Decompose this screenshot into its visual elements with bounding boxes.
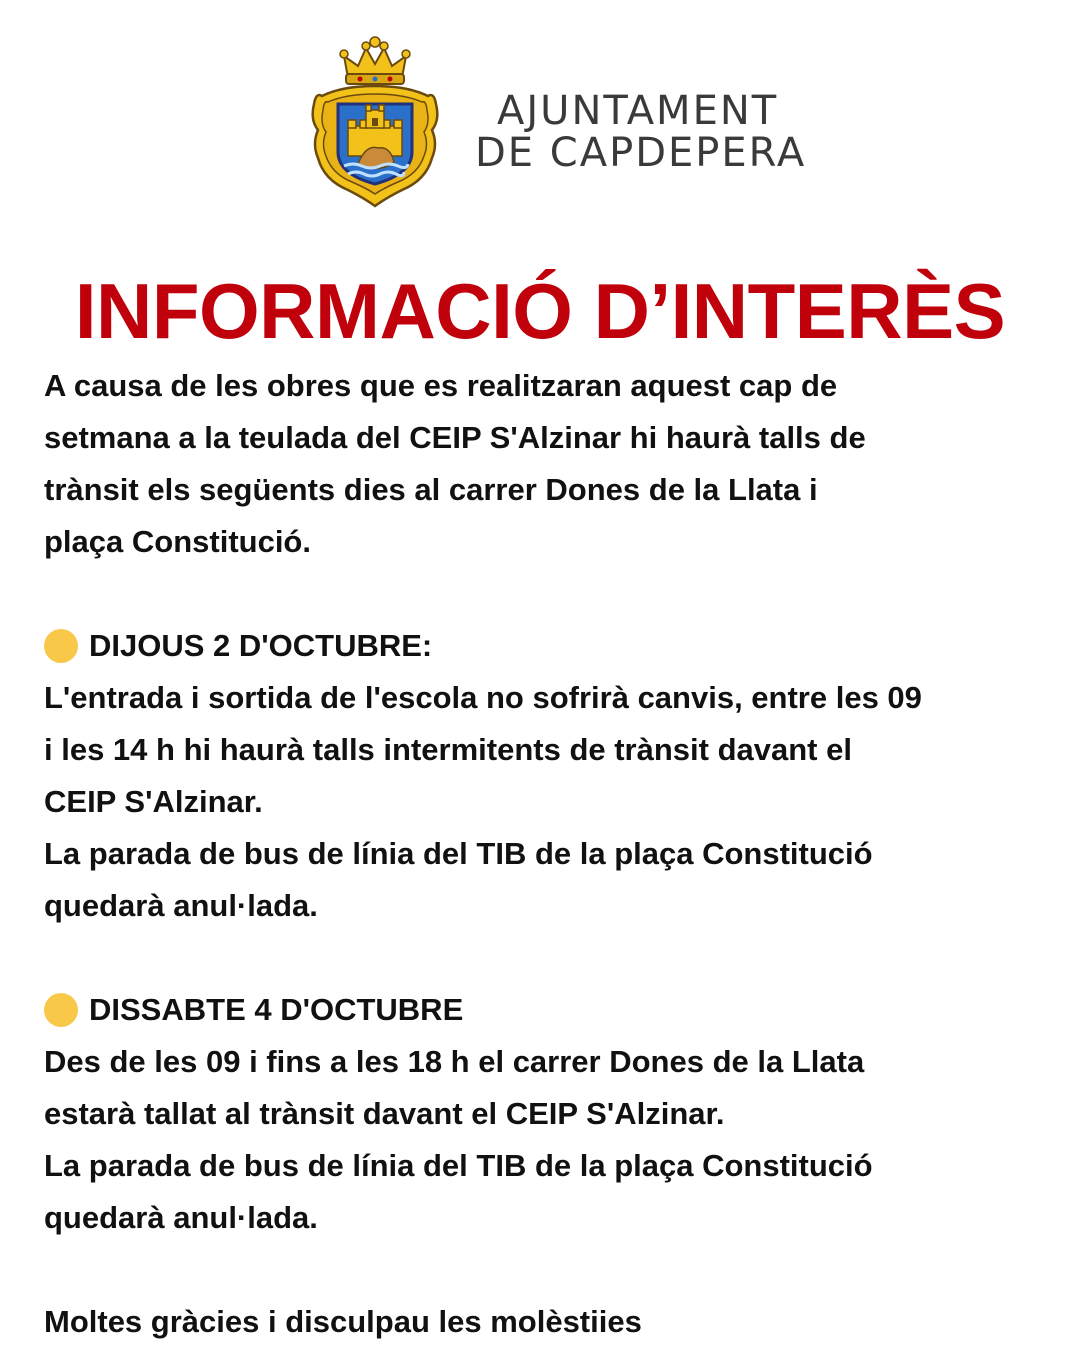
section-line: L'entrada i sortida de l'escola no sofrirà canvis, entre les 09	[44, 680, 922, 715]
section-line: estarà tallat al trànsit davant el CEIP S'Alzinar.	[44, 1096, 725, 1131]
yellow-circle-icon	[44, 629, 78, 663]
spacer	[44, 1244, 1044, 1296]
closing-message: Moltes gràcies i disculpau les molèstiies	[44, 1304, 642, 1339]
organization-name-line-1: AJUNTAMENT	[497, 88, 779, 134]
spacer	[44, 932, 1044, 984]
section-heading-thursday	[44, 620, 1044, 672]
section-line: i les 14 h hi haurà talls intermitents de trànsit davant el	[44, 732, 852, 767]
page-title: INFORMACIÓ D’INTERÈS	[74, 267, 1006, 355]
intro-line: setmana a la teulada del CEIP S'Alzinar hi haurà talls de	[44, 420, 866, 455]
section-line: La parada de bus de línia del TIB de la plaça Constitució	[44, 1148, 873, 1183]
section-heading-text: DIJOUS 2 D'OCTUBRE:	[89, 628, 433, 663]
section-line: quedarà anul·lada.	[44, 1200, 318, 1235]
section-line: La parada de bus de línia del TIB de la plaça Constitució	[44, 836, 873, 871]
intro-line: trànsit els següents dies al carrer Dones de la Llata i	[44, 472, 818, 507]
spacer	[44, 568, 1044, 620]
capdepera-coat-of-arms-icon	[308, 34, 442, 210]
notice-body	[44, 360, 1044, 1348]
intro-line: A causa de les obres que es realitzaran aquest cap de	[44, 368, 838, 403]
organization-name	[475, 90, 895, 174]
section-heading-text: DISSABTE 4 D'OCTUBRE	[89, 992, 464, 1027]
section-line: CEIP S'Alzinar.	[44, 784, 263, 819]
section-line: quedarà anul·lada.	[44, 888, 318, 923]
organization-name-line-2: DE CAPDEPERA	[475, 130, 807, 176]
intro-line: plaça Constitució.	[44, 524, 311, 559]
header	[0, 30, 1080, 210]
section-heading-saturday	[44, 984, 1044, 1036]
yellow-circle-icon	[44, 993, 78, 1027]
section-line: Des de les 09 i fins a les 18 h el carrer Dones de la Llata	[44, 1044, 865, 1079]
